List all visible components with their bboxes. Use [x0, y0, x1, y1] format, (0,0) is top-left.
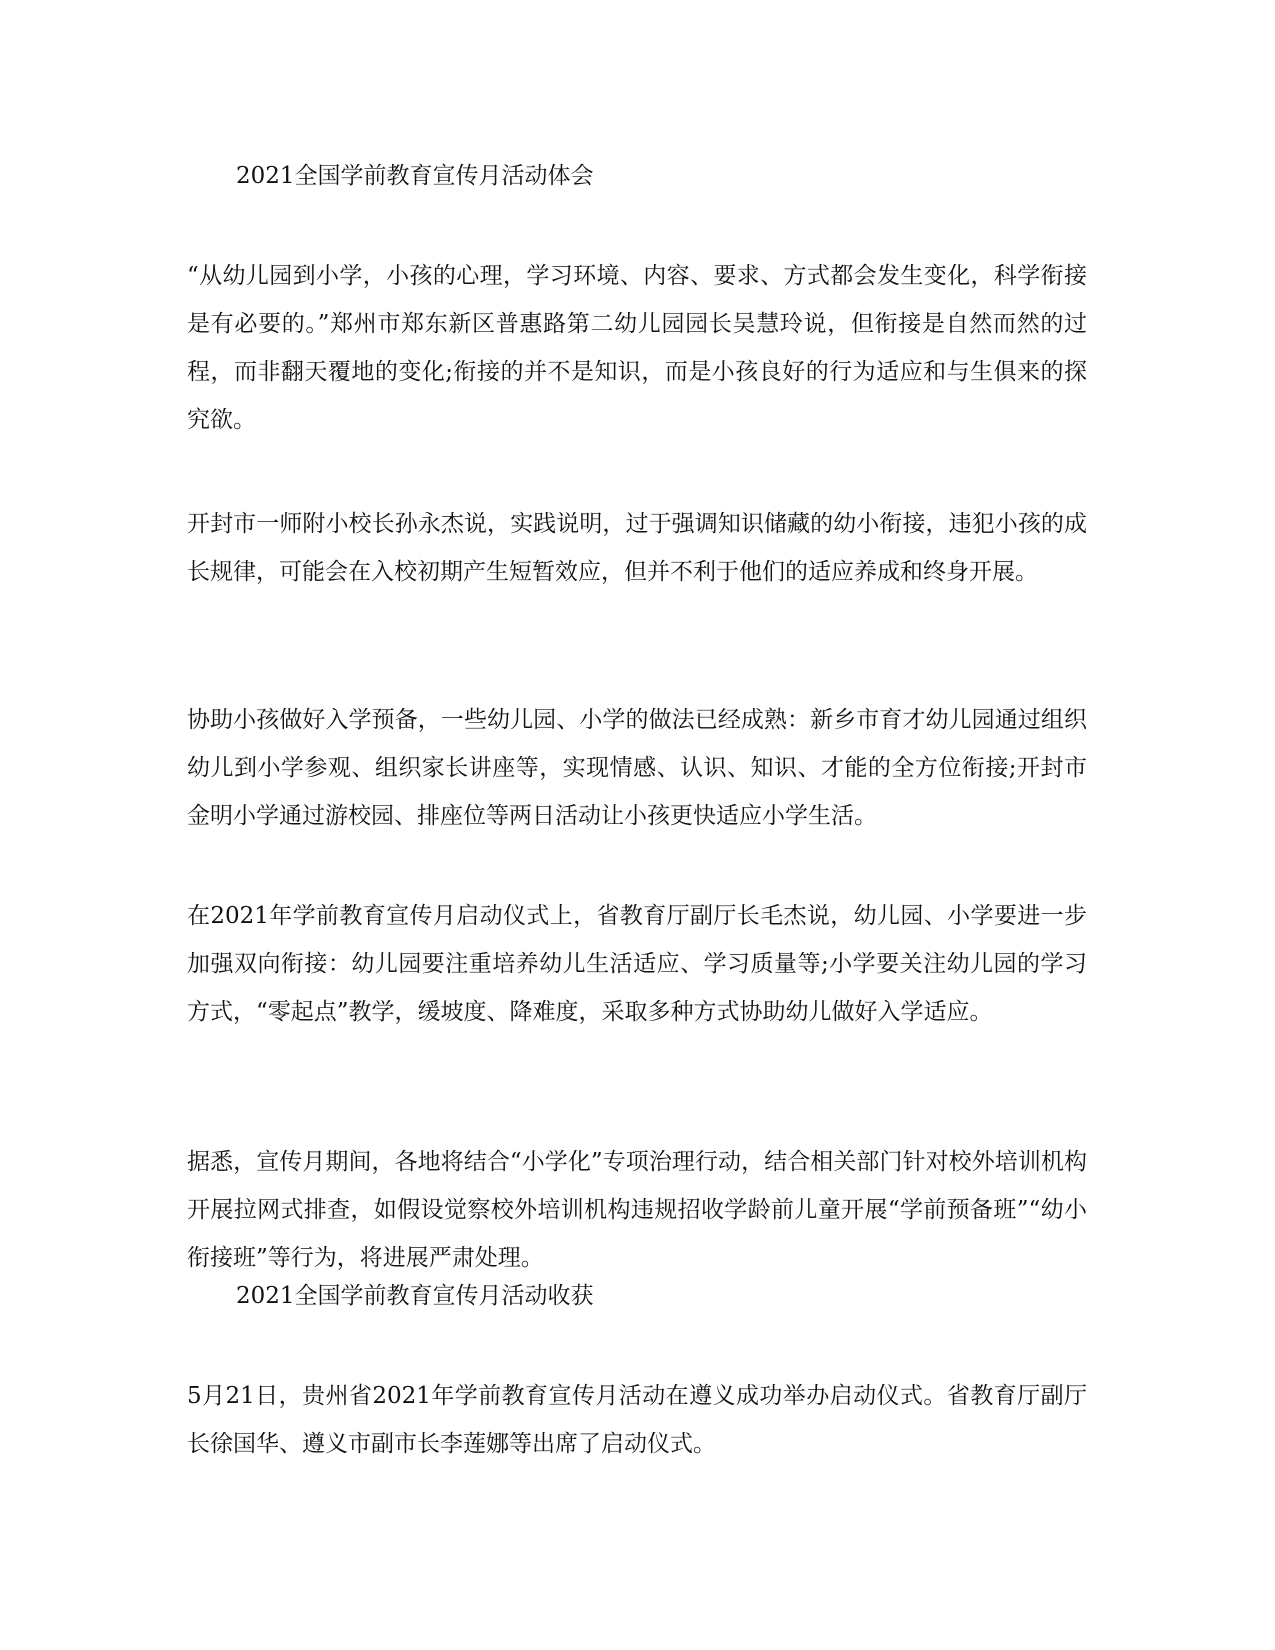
paragraph: 5月21日，贵州省2021年学前教育宣传月活动在遵义成功举办启动仪式。省教育厅副厅长徐国华、遵义市副市长李莲娜等出席了启动仪式。 — [187, 1383, 1087, 1457]
paragraph: 协助小孩做好入学预备，一些幼儿园、小学的做法已经成熟：新乡市育才幼儿园通过组织幼儿到小学参观、组织家长讲座等，实现情感、认识、知识、才能的全方位衔接;开封市金明小学通过游校园、排座位等两日活动让小孩更快适应小学生活。 — [187, 707, 1087, 829]
paragraph: 在2021年学前教育宣传月启动仪式上，省教育厅副厅长毛杰说，幼儿园、小学要进一步加强双向衔接：幼儿园要注重培养幼儿生活适应、学习质量等;小学要关注幼儿园的学习方式，“零起点”教学，缓坡度、降难度，采取多种方式协助幼儿做好入学适应。 — [187, 903, 1087, 1025]
paragraph: 开封市一师附小校长孙永杰说，实践说明，过于强调知识储藏的幼小衔接，违犯小孩的成长规律，可能会在入校初期产生短暂效应，但并不利于他们的适应养成和终身开展。 — [187, 511, 1087, 585]
section-heading-experience: 2021全国学前教育宣传月活动体会 — [236, 163, 594, 189]
paragraph: 据悉，宣传月期间，各地将结合“小学化”专项治理行动，结合相关部门针对校外培训机构开展拉网式排查，如假设觉察校外培训机构违规招收学龄前儿童开展“学前预备班”“幼小衔接班”等行为，将进展严肃处理。 — [187, 1149, 1087, 1271]
paragraph: “从幼儿园到小学，小孩的心理，学习环境、内容、要求、方式都会发生变化，科学衔接是有必要的。”郑州市郑东新区普惠路第二幼儿园园长吴慧玲说，但衔接是自然而然的过程，而非翻天覆地的变化;衔接的并不是知识，而是小孩良好的行为适应和与生俱来的探究欲。 — [187, 263, 1087, 433]
section-heading-harvest: 2021全国学前教育宣传月活动收获 — [236, 1283, 594, 1309]
